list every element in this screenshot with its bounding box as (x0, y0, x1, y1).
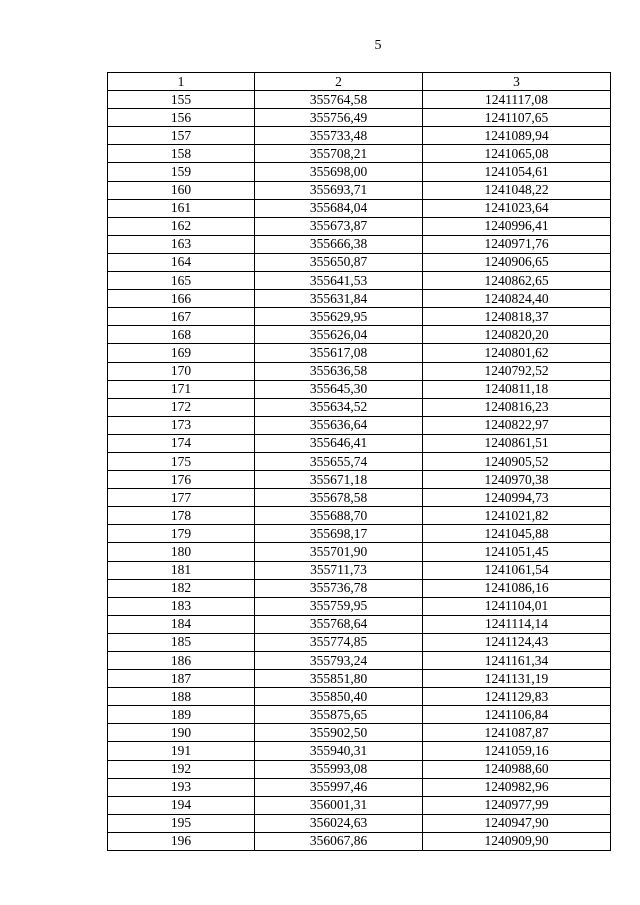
point-number-cell: 172 (108, 398, 255, 416)
y-coordinate-cell: 1241086,16 (423, 579, 611, 597)
y-coordinate-cell: 1241048,22 (423, 181, 611, 199)
x-coordinate-cell: 355711,73 (255, 561, 423, 579)
table-row (108, 543, 611, 561)
x-coordinate-cell: 355768,64 (255, 615, 423, 633)
table-row (108, 633, 611, 651)
table-row (108, 272, 611, 290)
y-coordinate-cell: 1240977,99 (423, 796, 611, 814)
x-coordinate-cell: 355650,87 (255, 253, 423, 271)
x-coordinate-cell: 355636,64 (255, 416, 423, 434)
point-number-cell: 155 (108, 91, 255, 109)
table-row (108, 308, 611, 326)
table-row (108, 489, 611, 507)
table-row (108, 579, 611, 597)
y-coordinate-cell: 1240816,23 (423, 398, 611, 416)
point-number-cell: 194 (108, 796, 255, 814)
x-coordinate-cell: 355684,04 (255, 199, 423, 217)
table-row (108, 253, 611, 271)
x-coordinate-cell: 355636,58 (255, 362, 423, 380)
point-number-cell: 196 (108, 832, 255, 850)
x-coordinate-cell: 355698,17 (255, 525, 423, 543)
y-coordinate-cell: 1241054,61 (423, 163, 611, 181)
table-header-row (108, 73, 611, 91)
x-coordinate-cell: 355641,53 (255, 272, 423, 290)
y-coordinate-cell: 1241114,14 (423, 615, 611, 633)
x-coordinate-cell: 355851,80 (255, 670, 423, 688)
x-coordinate-cell: 355902,50 (255, 724, 423, 742)
y-coordinate-cell: 1241021,82 (423, 507, 611, 525)
y-coordinate-cell: 1241051,45 (423, 543, 611, 561)
point-number-cell: 192 (108, 760, 255, 778)
y-coordinate-cell: 1240824,40 (423, 290, 611, 308)
x-coordinate-cell: 355693,71 (255, 181, 423, 199)
table-row (108, 434, 611, 452)
table-row (108, 145, 611, 163)
y-coordinate-cell: 1240820,20 (423, 326, 611, 344)
point-number-cell: 184 (108, 615, 255, 633)
table-row (108, 724, 611, 742)
x-coordinate-cell: 355645,30 (255, 380, 423, 398)
table-row (108, 163, 611, 181)
y-coordinate-cell: 1240947,90 (423, 814, 611, 832)
point-number-cell: 159 (108, 163, 255, 181)
table-row (108, 597, 611, 615)
point-number-cell: 168 (108, 326, 255, 344)
page-number: 5 (374, 38, 382, 53)
y-coordinate-cell: 1241045,88 (423, 525, 611, 543)
x-coordinate-cell: 355764,58 (255, 91, 423, 109)
table-row (108, 91, 611, 109)
point-number-cell: 175 (108, 452, 255, 470)
table-row (108, 235, 611, 253)
y-coordinate-cell: 1240801,62 (423, 344, 611, 362)
y-coordinate-cell: 1241107,65 (423, 109, 611, 127)
point-number-cell: 182 (108, 579, 255, 597)
column-header-3: 3 (423, 73, 611, 91)
table-row (108, 109, 611, 127)
table-row (108, 615, 611, 633)
x-coordinate-cell: 355631,84 (255, 290, 423, 308)
y-coordinate-cell: 1240906,65 (423, 253, 611, 271)
point-number-cell: 166 (108, 290, 255, 308)
table-row (108, 362, 611, 380)
point-number-cell: 179 (108, 525, 255, 543)
x-coordinate-cell: 355708,21 (255, 145, 423, 163)
y-coordinate-cell: 1240996,41 (423, 217, 611, 235)
y-coordinate-cell: 1241061,54 (423, 561, 611, 579)
y-coordinate-cell: 1241124,43 (423, 633, 611, 651)
table-row (108, 380, 611, 398)
point-number-cell: 170 (108, 362, 255, 380)
column-header-2: 2 (255, 73, 423, 91)
x-coordinate-cell: 355875,65 (255, 706, 423, 724)
x-coordinate-cell: 355701,90 (255, 543, 423, 561)
table-row (108, 127, 611, 145)
table-row (108, 796, 611, 814)
table-row (108, 742, 611, 760)
x-coordinate-cell: 355736,78 (255, 579, 423, 597)
table-row (108, 688, 611, 706)
point-number-cell: 176 (108, 471, 255, 489)
table-row (108, 507, 611, 525)
x-coordinate-cell: 355940,31 (255, 742, 423, 760)
point-number-cell: 169 (108, 344, 255, 362)
y-coordinate-cell: 1241129,83 (423, 688, 611, 706)
y-coordinate-cell: 1241161,34 (423, 652, 611, 670)
y-coordinate-cell: 1240970,38 (423, 471, 611, 489)
point-number-cell: 157 (108, 127, 255, 145)
column-header-1: 1 (108, 73, 255, 91)
y-coordinate-cell: 1240982,96 (423, 778, 611, 796)
table-row (108, 344, 611, 362)
y-coordinate-cell: 1241104,01 (423, 597, 611, 615)
x-coordinate-cell: 355671,18 (255, 471, 423, 489)
y-coordinate-cell: 1240862,65 (423, 272, 611, 290)
x-coordinate-cell: 355993,08 (255, 760, 423, 778)
x-coordinate-cell: 355629,95 (255, 308, 423, 326)
y-coordinate-cell: 1240994,73 (423, 489, 611, 507)
point-number-cell: 167 (108, 308, 255, 326)
point-number-cell: 162 (108, 217, 255, 235)
table-row (108, 525, 611, 543)
table-row (108, 398, 611, 416)
x-coordinate-cell: 355666,38 (255, 235, 423, 253)
point-number-cell: 193 (108, 778, 255, 796)
point-number-cell: 171 (108, 380, 255, 398)
x-coordinate-cell: 355850,40 (255, 688, 423, 706)
point-number-cell: 156 (108, 109, 255, 127)
table-row (108, 471, 611, 489)
point-number-cell: 180 (108, 543, 255, 561)
y-coordinate-cell: 1241106,84 (423, 706, 611, 724)
point-number-cell: 165 (108, 272, 255, 290)
x-coordinate-cell: 355678,58 (255, 489, 423, 507)
point-number-cell: 186 (108, 652, 255, 670)
y-coordinate-cell: 1241023,64 (423, 199, 611, 217)
table-row (108, 652, 611, 670)
table-row (108, 452, 611, 470)
x-coordinate-cell: 356001,31 (255, 796, 423, 814)
point-number-cell: 183 (108, 597, 255, 615)
point-number-cell: 187 (108, 670, 255, 688)
x-coordinate-cell: 356067,86 (255, 832, 423, 850)
table-row (108, 217, 611, 235)
table-row (108, 181, 611, 199)
y-coordinate-cell: 1240818,37 (423, 308, 611, 326)
x-coordinate-cell: 355793,24 (255, 652, 423, 670)
y-coordinate-cell: 1240861,51 (423, 434, 611, 452)
point-number-cell: 189 (108, 706, 255, 724)
x-coordinate-cell: 355756,49 (255, 109, 423, 127)
y-coordinate-cell: 1241059,16 (423, 742, 611, 760)
point-number-cell: 163 (108, 235, 255, 253)
y-coordinate-cell: 1241087,87 (423, 724, 611, 742)
point-number-cell: 181 (108, 561, 255, 579)
table-row (108, 706, 611, 724)
coordinates-table (107, 72, 611, 851)
table-row (108, 290, 611, 308)
point-number-cell: 185 (108, 633, 255, 651)
x-coordinate-cell: 355655,74 (255, 452, 423, 470)
point-number-cell: 178 (108, 507, 255, 525)
x-coordinate-cell: 355774,85 (255, 633, 423, 651)
x-coordinate-cell: 355759,95 (255, 597, 423, 615)
y-coordinate-cell: 1241131,19 (423, 670, 611, 688)
table-row (108, 778, 611, 796)
point-number-cell: 174 (108, 434, 255, 452)
x-coordinate-cell: 355634,52 (255, 398, 423, 416)
x-coordinate-cell: 355673,87 (255, 217, 423, 235)
table-row (108, 416, 611, 434)
y-coordinate-cell: 1240792,52 (423, 362, 611, 380)
x-coordinate-cell: 355617,08 (255, 344, 423, 362)
x-coordinate-cell: 355698,00 (255, 163, 423, 181)
y-coordinate-cell: 1240822,97 (423, 416, 611, 434)
table-row (108, 760, 611, 778)
y-coordinate-cell: 1240909,90 (423, 832, 611, 850)
table-row (108, 814, 611, 832)
y-coordinate-cell: 1240988,60 (423, 760, 611, 778)
y-coordinate-cell: 1241117,08 (423, 91, 611, 109)
x-coordinate-cell: 356024,63 (255, 814, 423, 832)
table-row (108, 326, 611, 344)
point-number-cell: 161 (108, 199, 255, 217)
x-coordinate-cell: 355688,70 (255, 507, 423, 525)
point-number-cell: 160 (108, 181, 255, 199)
table-row (108, 561, 611, 579)
x-coordinate-cell: 355997,46 (255, 778, 423, 796)
point-number-cell: 190 (108, 724, 255, 742)
point-number-cell: 195 (108, 814, 255, 832)
point-number-cell: 164 (108, 253, 255, 271)
y-coordinate-cell: 1240811,18 (423, 380, 611, 398)
point-number-cell: 177 (108, 489, 255, 507)
y-coordinate-cell: 1240971,76 (423, 235, 611, 253)
table-row (108, 832, 611, 850)
table-row (108, 670, 611, 688)
point-number-cell: 191 (108, 742, 255, 760)
x-coordinate-cell: 355733,48 (255, 127, 423, 145)
y-coordinate-cell: 1241065,08 (423, 145, 611, 163)
y-coordinate-cell: 1240905,52 (423, 452, 611, 470)
x-coordinate-cell: 355646,41 (255, 434, 423, 452)
point-number-cell: 158 (108, 145, 255, 163)
y-coordinate-cell: 1241089,94 (423, 127, 611, 145)
x-coordinate-cell: 355626,04 (255, 326, 423, 344)
point-number-cell: 173 (108, 416, 255, 434)
point-number-cell: 188 (108, 688, 255, 706)
table-body (108, 91, 611, 851)
table-row (108, 199, 611, 217)
